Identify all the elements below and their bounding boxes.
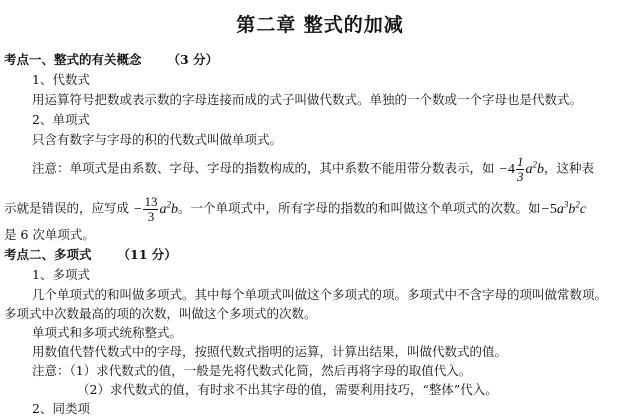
chapter-title: 第二章 整式的加减 bbox=[236, 14, 404, 36]
bad-coefficient-expression: −4 $\frac{1}{3}$ $a^2b$ bbox=[498, 154, 544, 184]
note-evaluation-1: 注意：（1）求代数式的值，一般是先将代数式化简，然后再将字母的取值代入。 bbox=[32, 363, 472, 378]
note-monomial-line1 bbox=[32, 155, 594, 184]
note-text-b: ，这种表 bbox=[543, 160, 594, 176]
paragraph-algebraic-expression: 用运算符号把数或表示数的字母连接而成的式子叫做代数式。单独的一个数或一个字母也是代数式。 bbox=[32, 92, 583, 107]
note-text-a: 注意：单项式是由系数、字母、字母的指数构成的，其中系数不能用带分数表示，如 bbox=[32, 160, 495, 176]
note-text-d: 。一个单项式中，所有字母的指数的和叫做这个单项式的次数。如 bbox=[177, 200, 541, 216]
kp1-score: （3 分） bbox=[167, 52, 219, 67]
section-heading-kp1 bbox=[4, 52, 218, 68]
note-monomial-line3: 是 6 次单项式。 bbox=[4, 227, 95, 242]
note-text-c: 示就是错误的，应写成 bbox=[4, 200, 130, 216]
kp2-title: 考点二、多项式 bbox=[4, 247, 92, 262]
subheading-polynomial: 1、多项式 bbox=[32, 267, 90, 282]
paragraph-polynomial-1: 几个单项式的和叫做多项式。其中每个单项式叫做这个多项式的项。多项式中不含字母的项叫做常数项。 bbox=[32, 287, 608, 302]
degree-example-expression: $-5a^3b^2c$ bbox=[540, 199, 587, 217]
paragraph-monomial: 只含有数字与字母的积的代数式叫做单项式。 bbox=[32, 132, 283, 147]
kp2-score: （11 分） bbox=[117, 247, 177, 262]
subheading-monomial: 2、单项式 bbox=[32, 112, 90, 127]
subheading-algebraic-expression: 1、代数式 bbox=[32, 72, 90, 87]
section-heading-kp2 bbox=[4, 247, 177, 263]
subheading-like-terms: 2、同类项 bbox=[32, 401, 90, 416]
correct-coefficient-expression: − $\frac{13}{3}$ $a^2b$ bbox=[133, 194, 178, 224]
note-monomial-line2 bbox=[4, 195, 586, 224]
note-evaluation-2: （2）求代数式的值，有时求不出其字母的值，需要利用技巧，“整体”代入。 bbox=[77, 382, 498, 397]
paragraph-integral-expression: 单项式和多项式统称整式。 bbox=[32, 325, 183, 340]
paragraph-expression-value: 用数值代替代数式中的字母，按照代数式指明的运算，计算出结果，叫做代数式的值。 bbox=[32, 344, 508, 359]
paragraph-polynomial-2: 多项式中次数最高的项的次数，叫做这个多项式的次数。 bbox=[4, 306, 317, 321]
kp1-title: 考点一、整式的有关概念 bbox=[4, 52, 142, 67]
